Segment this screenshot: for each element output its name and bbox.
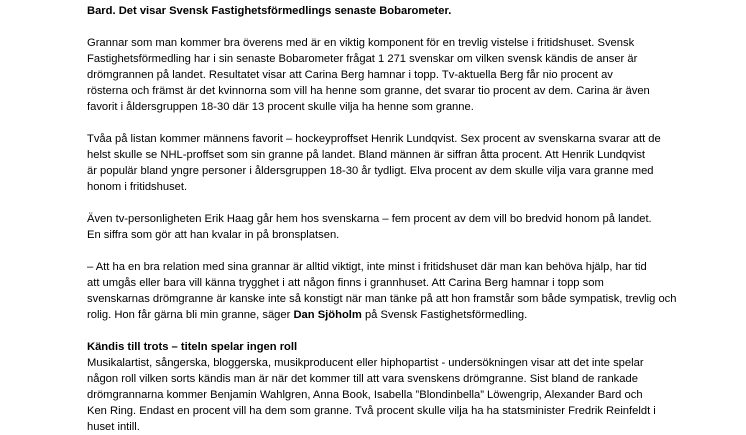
paragraph-gap xyxy=(87,19,667,35)
paragraph-gap xyxy=(87,115,667,131)
paragraph-line: favorit i åldersgruppen 18-30 där 13 procent skulle vilja ha henne som granne. xyxy=(87,101,474,113)
subheading: Kändis till trots – titeln spelar ingen roll xyxy=(87,341,298,353)
lead-tail: Bard. Det visar Svensk Fastighetsförmedlings senaste Bobarometer. xyxy=(87,5,452,17)
paragraph-line: Även tv-personligheten Erik Haag går hem hos svenskarna – fem procent av dem vill bo bredvid honom på landet. xyxy=(87,213,652,225)
paragraph-line: rösterna och främst är det kvinnorna som vill ha henne som granne, det svarar tio procent av dem. Carina är även xyxy=(87,85,650,97)
paragraph-gap xyxy=(87,323,667,339)
paragraph-line: – Att ha en bra relation med sina grannar är alltid viktigt, inte minst i fritidshuset där man kan behöva hjälp, har tid xyxy=(87,261,647,273)
paragraph-gap xyxy=(87,195,667,211)
paragraph-henrik-lundqvist xyxy=(87,131,667,195)
paragraph-quote xyxy=(87,259,677,323)
paragraph-line: Tvåa på listan kommer männens favorit – hockeyproffset Henrik Lundqvist. Sex procent av svenskarna svarar att de xyxy=(87,133,661,145)
paragraph-line: drömgrannarna kommer Benjamin Wahlgren, Anna Book, Isabella ”Blondinbella” Löwengrip, Alexander Bard och xyxy=(87,389,643,401)
paragraph-line: drömgrannen på landet. Resultatet visar att Carina Berg hamnar i topp. Tv-aktuella Berg får nio procent av xyxy=(87,69,613,81)
paragraph-line: är populär bland yngre personer i åldersgruppen 18-30 år tydligt. Elva procent av dem skulle vilja vara granne med xyxy=(87,165,654,177)
paragraph-line: En siffra som gör att han kvalar in på bronsplatsen. xyxy=(87,229,340,241)
paragraph-line: Fastighetsförmedling har i sin senaste Bobarometer frågat 1 271 svenskar om vilken svensk kändis de anser är xyxy=(87,53,638,65)
quote-speaker-name: Dan Sjöholm xyxy=(293,309,362,321)
paragraph-line: Ken Ring. Endast en procent vill ha dem som granne. Två procent skulle vilja ha ha statsminister Fredrik Reinfeldt i xyxy=(87,405,656,417)
document-page xyxy=(87,0,677,435)
quote-text: rolig. Hon får gärna bli min granne, säger xyxy=(87,309,294,321)
paragraph-ranking xyxy=(87,355,667,435)
paragraph-line: Grannar som man kommer bra överens med är en viktig komponent för en trevlig vistelse i fritidshuset. Svensk xyxy=(87,37,635,49)
quote-text: på Svensk Fastighetsförmedling. xyxy=(361,309,528,321)
paragraph-line: huset intill. xyxy=(87,421,140,433)
paragraph-erik-haag xyxy=(87,211,667,243)
paragraph-line xyxy=(87,307,667,323)
paragraph-line: helst skulle se NHL-proffset som sin granne på landet. Bland männen är siffran åtta procent. Att Henrik Lundqvist xyxy=(87,149,646,161)
paragraph-line: svenskarnas drömgranne är kanske inte så konstigt när man tänke på att hon framstår som både sympatisk, trevlig och xyxy=(87,293,677,305)
paragraph-line: att umgås eller bara vill känna trygghet i att någon finns i grannhuset. Att Carina Berg hamnar i topp som xyxy=(87,277,604,289)
paragraph-gap xyxy=(87,243,667,259)
paragraph-carina-berg xyxy=(87,35,667,115)
paragraph-line: någon roll vilken sorts kändis man är när det kommer till att vara svenskens drömgranne. Sist bland de rankade xyxy=(87,373,638,385)
paragraph-line: honom i fritidshuset. xyxy=(87,181,188,193)
paragraph-line: Musikalartist, sångerska, bloggerska, musikproducent eller hiphopartist - undersökningen visar att det inte spelar xyxy=(87,357,644,369)
